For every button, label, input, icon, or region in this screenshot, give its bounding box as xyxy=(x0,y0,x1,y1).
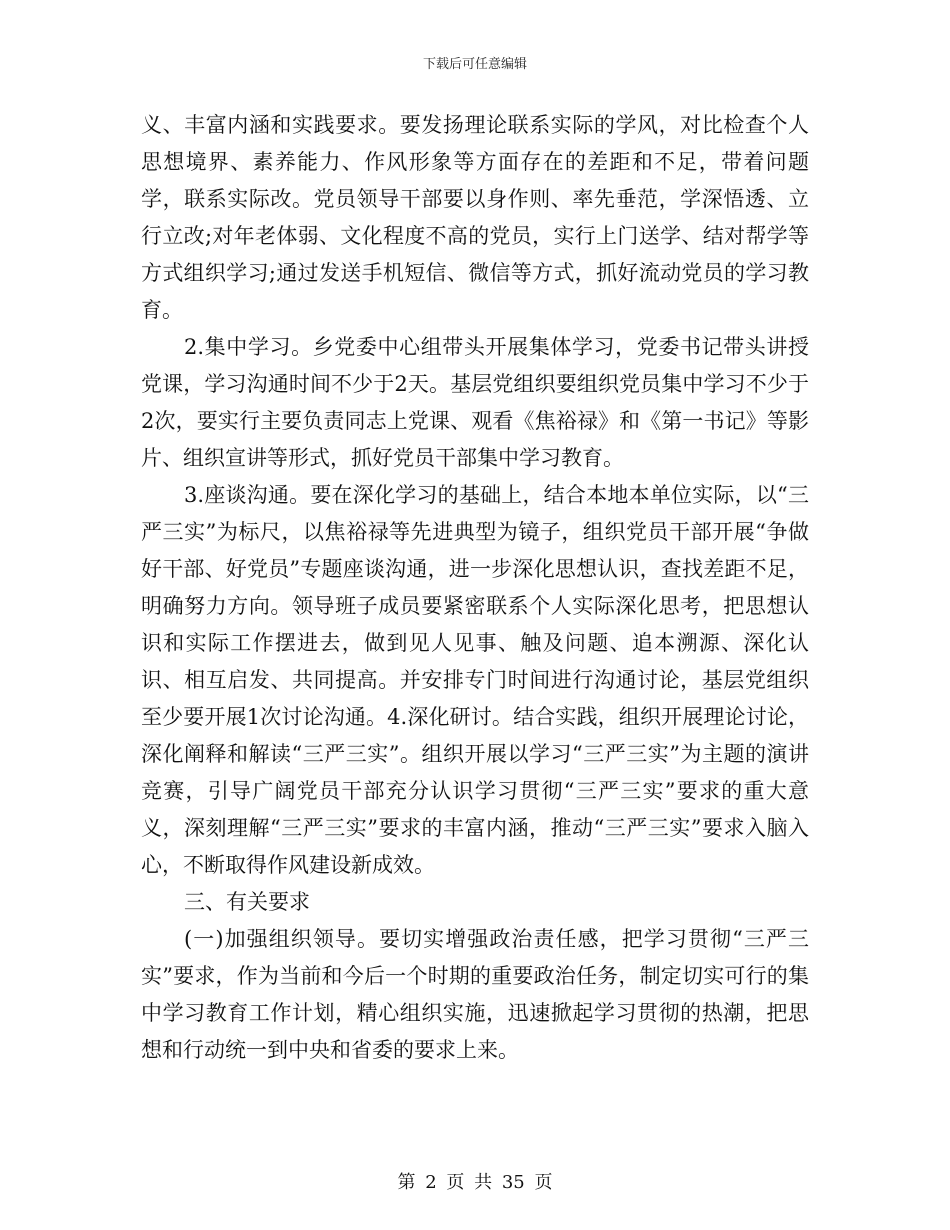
document-body xyxy=(141,107,809,1069)
paragraph-discussion: 3.座谈沟通。要在深化学习的基础上，结合本地本单位实际，以“三严三实”为标尺，以焦裕禄等先进典型为镜子，组织党员干部开展“争做好干部、好党员”专题座谈沟通，进一步深化思想认识，查找差距不足，明确努力方向。领导班子成员要紧密联系个人实际深化思考，把思想认识和实际工作摆进去，做到见人见事、触及问题、追本溯源、深化认识、相互启发、共同提高。并安排专门时间进行沟通讨论，基层党组织至少要开展1次讨论沟通。4.深化研讨。结合实践，组织开展理论讨论，深化阐释和解读“三严三实”。组织开展以学习“三严三实”为主题的演讲竞赛，引导广阔党员干部充分认识学习贯彻“三严三实”要求的重大意义，深刻理解“三严三实”要求的丰富内涵，推动“三严三实”要求入脑入心，不断取得作风建设新成效。 xyxy=(141,483,809,877)
page-footer-page-number: 第 2 页 共 35 页 xyxy=(397,1172,553,1193)
paragraph-centralized-study: 2.集中学习。乡党委中心组带头开展集体学习，党委书记带头讲授党课，学习沟通时间不少于2天。基层党组织要组织党员集中学习不少于2次，要实行主要负责同志上党课、观看《焦裕禄》和《第一书记》等影片、组织宣讲等形式，抓好党员干部集中学习教育。 xyxy=(141,335,809,470)
page-header: 下载后可任意编辑 xyxy=(422,57,527,72)
paragraph-organization-leadership: (一)加强组织领导。要切实增强政治责任感，把学习贯彻“三严三实”要求，作为当前和今后一个时期的重要政治任务，制定切实可行的集中学习教育工作计划，精心组织实施，迅速掀起学习贯彻的热潮，把思想和行动统一到中央和省委的要求上来。 xyxy=(141,927,809,1062)
paragraph-continuation: 义、丰富内涵和实践要求。要发扬理论联系实际的学风，对比检查个人思想境界、素养能力、作风形象等方面存在的差距和不足，带着问题学，联系实际改。党员领导干部要以身作则、率先垂范，学深悟透、立行立改;对年老体弱、文化程度不高的党员，实行上门送学、结对帮学等方式组织学习;通过发送手机短信、微信等方式，抓好流动党员的学习教育。 xyxy=(141,113,809,322)
section-heading-requirements: 三、有关要求 xyxy=(184,890,310,914)
